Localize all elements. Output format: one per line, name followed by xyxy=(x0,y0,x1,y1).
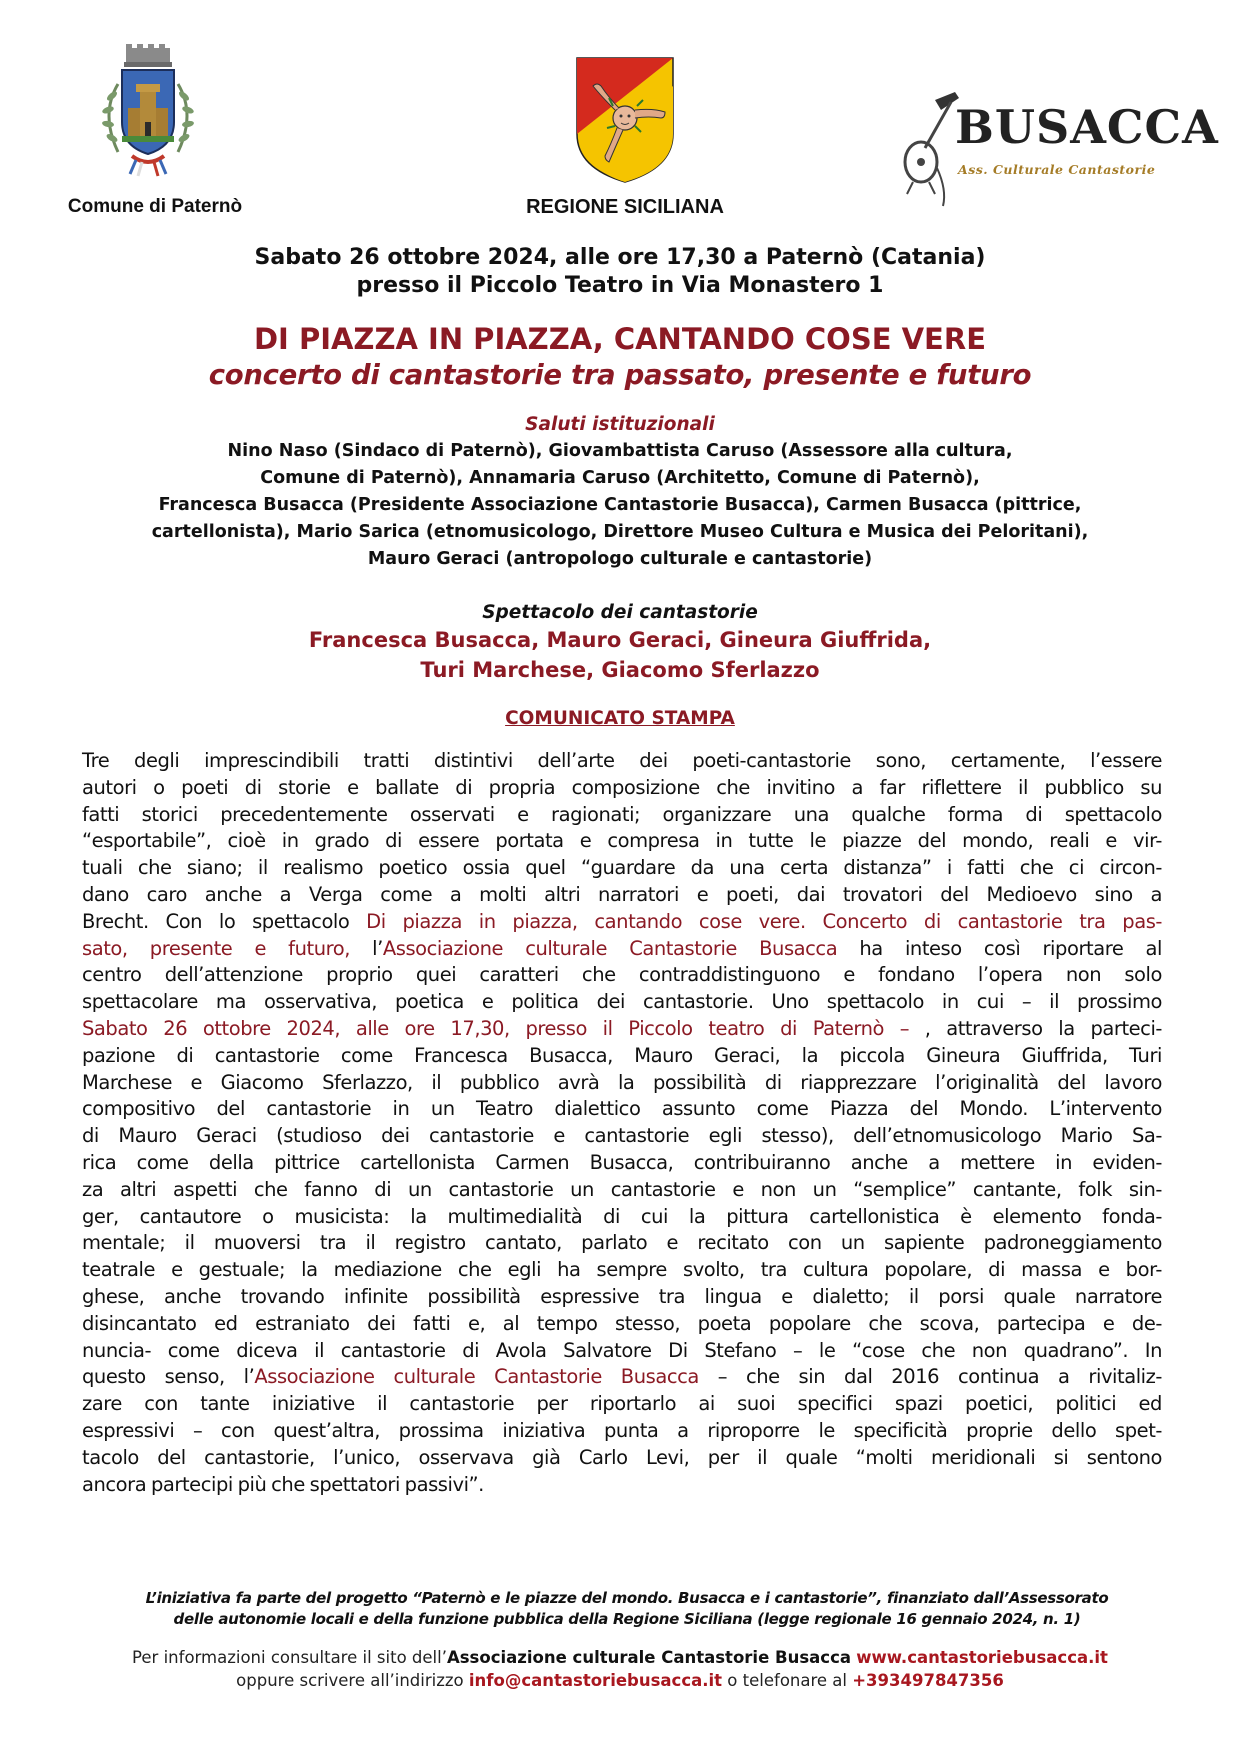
comune-caption: Comune di Paternò xyxy=(67,196,243,217)
body-line: Tre degli imprescindibili tratti distintivi dell’arte dei poeti-cantastorie sono, certamente, l’essere xyxy=(82,749,1162,772)
body-line xyxy=(82,1016,1162,1043)
greetings-line: Mauro Geraci (antropologo culturale e cantastorie) xyxy=(367,549,873,569)
header-logos xyxy=(0,0,1240,230)
body-line: ghese, anche trovando infinite possibilità espressive tra lingua e dialetto; il porsi quale narratore xyxy=(82,1284,1162,1308)
press-release-heading: COMUNICATO STAMPA xyxy=(505,708,735,729)
body-text: – che sin dal 2016 continua a rivitaliz- xyxy=(698,1365,1163,1389)
greetings-line: Francesca Busacca (Presidente Associazione Cantastorie Busacca), Carmen Busacca (pittrice, xyxy=(158,495,1082,515)
body-line: disincantato ed estraniato dei fatti e, al tempo stesso, poeta popolare che scova, partecipa e de- xyxy=(82,1311,1162,1335)
body-line: fatti storici precedentemente osservati e ragionati; organizzare una qualche forma di spettacolo xyxy=(82,802,1162,826)
performers-line: Turi Marchese, Giacomo Sferlazzo xyxy=(420,658,820,682)
body-line: ger, cantautore o musicista: la multimedialità di cui la pittura cartellonistica è elemento fonda- xyxy=(82,1204,1162,1228)
performers-label: Spettacolo dei cantastorie xyxy=(482,602,758,623)
body-text: ha inteso così riportare al xyxy=(837,936,1163,960)
body-line: rica come della pittrice cartellonista Carmen Busacca, contribuiranno anche a mettere in eviden- xyxy=(82,1150,1162,1174)
performers-line: Francesca Busacca, Mauro Geraci, Gineura Giuffrida, xyxy=(308,628,932,652)
greetings-line: Comune di Paternò), Annamaria Caruso (Architetto, Comune di Paternò), xyxy=(260,468,980,488)
press-heading-wrap xyxy=(60,708,1180,729)
body-text: l’ xyxy=(349,936,383,960)
press-release-body xyxy=(82,748,1162,1498)
website-link[interactable]: www.cantastoriebusacca.it xyxy=(856,1648,1108,1667)
body-text: questo senso, l’ xyxy=(82,1365,255,1389)
regione-siciliana-emblem-icon xyxy=(575,56,675,184)
project-footnote xyxy=(82,1588,1172,1630)
body-line: compositivo del cantastorie in un Teatro dialettico assunto come Piazza del Mondo. L’intervento xyxy=(82,1097,1162,1121)
body-line: mentale; il muoversi tra il registro cantato, parlato e recitato con un sapiente padroneggiamento xyxy=(82,1231,1162,1255)
greetings-line: cartellonista), Mario Sarica (etnomusicologo, Direttore Museo Cultura e Musica dei Peloritani), xyxy=(151,522,1089,542)
body-line: tuali che siano; il realismo poetico ossia quel “guardare da una certa distanza” i fatti che ci circon- xyxy=(82,856,1162,880)
footnote-line: L’iniziativa fa parte del progetto “Paternò e le piazze del mondo. Busacca e i cantastorie”, finanziato dall’Assessorato xyxy=(145,1589,1109,1607)
contact-line-email-phone xyxy=(60,1669,1180,1692)
body-line: nuncia- come diceva il cantastorie di Avola Salvatore Di Stefano – le “cose che non quadrano”. In xyxy=(82,1338,1162,1362)
body-line xyxy=(82,1364,1162,1391)
body-line xyxy=(82,936,1162,963)
greetings-section xyxy=(60,414,1180,573)
event-title: DI PIAZZA IN PIAZZA, CANTANDO COSE VERE xyxy=(253,322,987,356)
body-line: “esportabile”, cioè in grado di essere portata e compresa in tutte le piazze del mondo, reali e vir- xyxy=(82,829,1162,853)
body-line: tacolo del cantastorie, l’unico, osservava già Carlo Levi, per il quale “molti meridionali si sentono xyxy=(82,1445,1162,1469)
date-highlight: Sabato 26 ottobre 2024, alle ore 17,30, presso il Piccolo teatro di Paternò – xyxy=(82,1016,910,1040)
comune-coat-of-arms-icon xyxy=(88,44,208,194)
show-title-highlight: sato, presente e futuro, xyxy=(82,936,350,960)
event-info xyxy=(60,244,1180,300)
body-line: di Mauro Geraci (studioso dei cantastorie e cantastorie egli stesso), dell’etnomusicologo Mario Sa- xyxy=(82,1124,1162,1148)
busacca-logo-subtitle: Ass. Culturale Cantastorie xyxy=(958,162,1156,177)
body-line xyxy=(82,909,1162,936)
email-link[interactable]: info@cantastoriebusacca.it xyxy=(468,1671,723,1690)
performers-section xyxy=(60,602,1180,685)
body-line: autori o poeti di storie e ballate di propria composizione che invitino a far riflettere il pubblico su xyxy=(82,775,1162,799)
body-line: za altri aspetti che fanno di un cantastorie un cantastorie e non un “semplice” cantante, folk sin- xyxy=(82,1177,1162,1201)
body-line: teatrale e gestuale; la mediazione che egli ha sempre svolto, tra cultura popolare, di massa e bor- xyxy=(82,1258,1162,1282)
info-text: oppure scrivere all’indirizzo xyxy=(236,1671,469,1690)
association-name: Associazione culturale Cantastorie Busacca xyxy=(446,1648,851,1667)
body-line: spettacolare ma osservativa, poetica e politica dei cantastorie. Uno spettacolo in cui – il prossimo xyxy=(82,990,1162,1014)
info-text: Per informazioni consultare il sito dell’ xyxy=(132,1648,447,1667)
regione-caption: REGIONE SICILIANA xyxy=(526,196,724,218)
busacca-logo-word: BUSACCA xyxy=(955,100,1219,154)
footnote-line: delle autonomie locali e della funzione pubblica della Regione Siciliana (legge regionale 16 gennaio 2024, n. 1) xyxy=(173,1610,1081,1628)
greetings-line: Nino Naso (Sindaco di Paternò), Giovambattista Caruso (Assessore alla cultura, xyxy=(227,441,1013,461)
body-text: Brecht. Con lo spettacolo xyxy=(82,909,367,933)
body-line: dano caro anche a Verga come a molti altri narratori e poeti, dai trovatori del Medioevo sino a xyxy=(82,882,1162,906)
event-venue-line: presso il Piccolo Teatro in Via Monastero 1 xyxy=(356,273,884,298)
event-subtitle: concerto di cantastorie tra passato, presente e futuro xyxy=(208,359,1032,391)
show-title-highlight: Di piazza in piazza, cantando cose vere. Concerto di cantastorie tra pas- xyxy=(366,909,1162,933)
body-line: Marchese e Giacomo Sferlazzo, il pubblico avrà la possibilità di riapprezzare l’originalità del lavoro xyxy=(82,1070,1162,1094)
association-highlight: Associazione culturale Cantastorie Busacca xyxy=(254,1365,699,1389)
info-text: o telefonare al xyxy=(722,1671,853,1690)
body-line: pazione di cantastorie come Francesca Busacca, Mauro Geraci, la piccola Gineura Giuffrida, Turi xyxy=(82,1043,1162,1067)
contact-line-website xyxy=(60,1646,1180,1669)
body-line: ancora partecipi più che spettatori passivi”. xyxy=(82,1472,484,1496)
body-line: espressivi – con quest’altra, prossima iniziativa punta a riproporre le specificità proprie dello spet- xyxy=(82,1418,1162,1442)
contact-info xyxy=(60,1646,1180,1692)
association-highlight: Associazione culturale Cantastorie Busacca xyxy=(382,936,838,960)
body-line: zare con tante iniziative il cantastorie per riportarlo ai suoi specifici spazi poetici, politici ed xyxy=(82,1392,1162,1416)
body-text: , attraverso la parteci- xyxy=(909,1016,1163,1040)
body-line: centro dell’attenzione proprio quei caratteri che contraddistinguono e fondano l’opera non solo xyxy=(82,963,1162,987)
event-date-line: Sabato 26 ottobre 2024, alle ore 17,30 a Paternò (Catania) xyxy=(254,245,986,270)
greetings-label: Saluti istituzionali xyxy=(525,414,715,435)
event-titles xyxy=(60,321,1180,393)
phone-link[interactable]: +393497847356 xyxy=(852,1671,1004,1690)
